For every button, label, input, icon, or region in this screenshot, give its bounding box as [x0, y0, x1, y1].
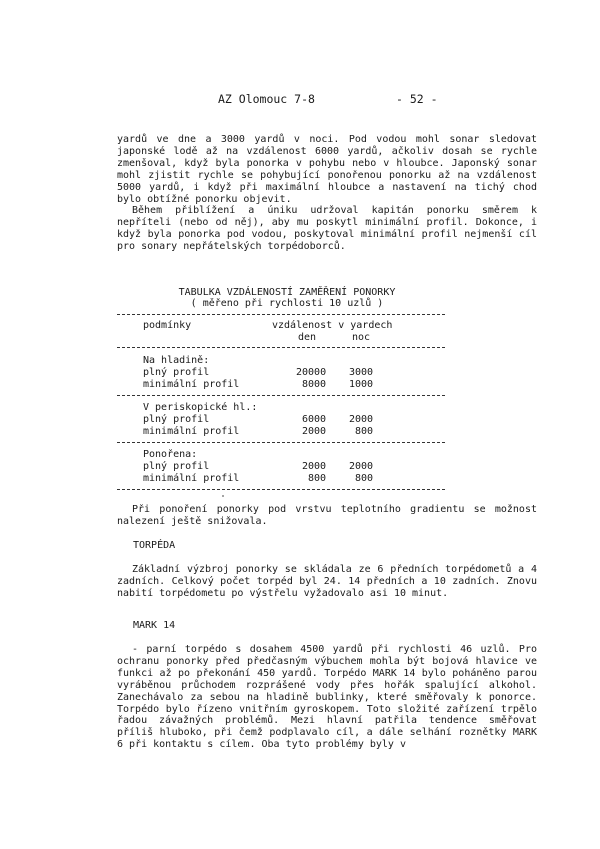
after-table-paragraph: Při ponoření ponorky pod vrstvu teplotního gradientu se možnost nalezení ještě snižovala. — [117, 504, 537, 527]
section-heading-torpeda: TORPÉDA — [133, 540, 176, 551]
col-header-conditions: podmínky — [143, 320, 192, 331]
row-night: 800 — [355, 473, 374, 484]
row-name: plný profil — [143, 367, 210, 378]
row-day: 800 — [308, 473, 327, 484]
row-name: minimální profil — [143, 379, 240, 390]
stray-mark — [222, 495, 224, 497]
group-label-surface: Na hladině: — [143, 355, 210, 366]
row-day: 6000 — [302, 414, 327, 425]
row-night: 3000 — [349, 367, 374, 378]
col-header-day: den — [298, 332, 317, 343]
row-night: 800 — [355, 426, 374, 437]
table-title: TABULKA VZDÁLENOSTÍ ZAMĚŘENÍ PONORKY — [178, 287, 396, 298]
group-label-periscope: V periskopické hl.: — [143, 402, 258, 413]
page-number: - 52 - — [396, 92, 438, 106]
row-night: 1000 — [349, 379, 374, 390]
table-rule-bottom — [117, 489, 445, 490]
table-rule-group — [117, 442, 445, 443]
row-name: minimální profil — [143, 473, 240, 484]
row-name: plný profil — [143, 461, 210, 472]
row-day: 2000 — [302, 461, 327, 472]
row-name: minimální profil — [143, 426, 240, 437]
table-rule-top — [117, 314, 445, 315]
document-reference: AZ Olomouc 7-8 — [218, 92, 315, 106]
row-day: 2000 — [302, 426, 327, 437]
row-night: 2000 — [349, 414, 374, 425]
table-rule-group — [117, 395, 445, 396]
table-subtitle: ( měřeno při rychlosti 10 uzlů ) — [190, 298, 384, 309]
row-name: plný profil — [143, 414, 210, 425]
mark14-paragraph: - parní torpédo s dosahem 4500 yardů při rychlosti 46 uzlů. Pro ochranu ponorky před předčasným výbuchem mohla být bojová hlavice ve funkci až po překonání 450 yardů. Torpédo MARK 14 bylo poháněno parou vyráběnou průchodem rozprášené vody přes hořák spalující alkohol. Zanechávalo za sebou na hladině bublinky, které směřovaly k ponorce. Torpédo bylo řízeno vnitřním gyroskopem. Toto složité zařízení trpělo řadou závažných problémů. Mezi hlavní patřila tendence směřovat příliš hluboko, při čemž podplavalo cíl, a dále selhání roznětky MARK 6 při kontaktu s cílem. Oba tyto problémy byly v — [117, 644, 537, 751]
table-rule-header — [117, 347, 445, 348]
intro-section — [117, 134, 537, 253]
section-heading-mark14: MARK 14 — [133, 620, 176, 631]
intro-paragraph-2: Během přiblížení a úniku udržoval kapitán ponorku směrem k nepříteli (nebo od něj), aby mu poskytl minimální profil. Dokonce, i když byla ponorka pod vodou, poskytoval minimální profil nejmenší cíl pro sonary nepřátelských torpédoborců. — [117, 205, 537, 253]
row-night: 2000 — [349, 461, 374, 472]
row-day: 8000 — [302, 379, 327, 390]
row-day: 20000 — [296, 367, 327, 378]
torpeda-paragraph: Základní výzbroj ponorky se skládala ze 6 předních torpédometů a 4 zadních. Celkový počet torpéd byl 24. 14 předních a 10 zadních. Znovu nabití torpédometu po výstřelu vyžadovalo asi 10 minut. — [117, 564, 537, 599]
col-header-distance: vzdálenost v yardech — [272, 320, 393, 331]
group-label-submerged: Ponořena: — [143, 449, 198, 460]
col-header-night: noc — [352, 332, 371, 343]
intro-paragraph-1: yardů ve dne a 3000 yardů v noci. Pod vodou mohl sonar sledovat japonské lodě až na vzdálenost 6000 yardů, ačkoliv dosah se rychle zmenšoval, když byla ponorka v pohybu nebo v hloubce. Japonský sonar mohl zjistit rychle se pohybující ponořenou ponorku až na vzdálenost 5000 yardů, i když při maximální hloubce a nastavení na tichý chod bylo obtížné ponorku objevit. — [117, 134, 537, 205]
